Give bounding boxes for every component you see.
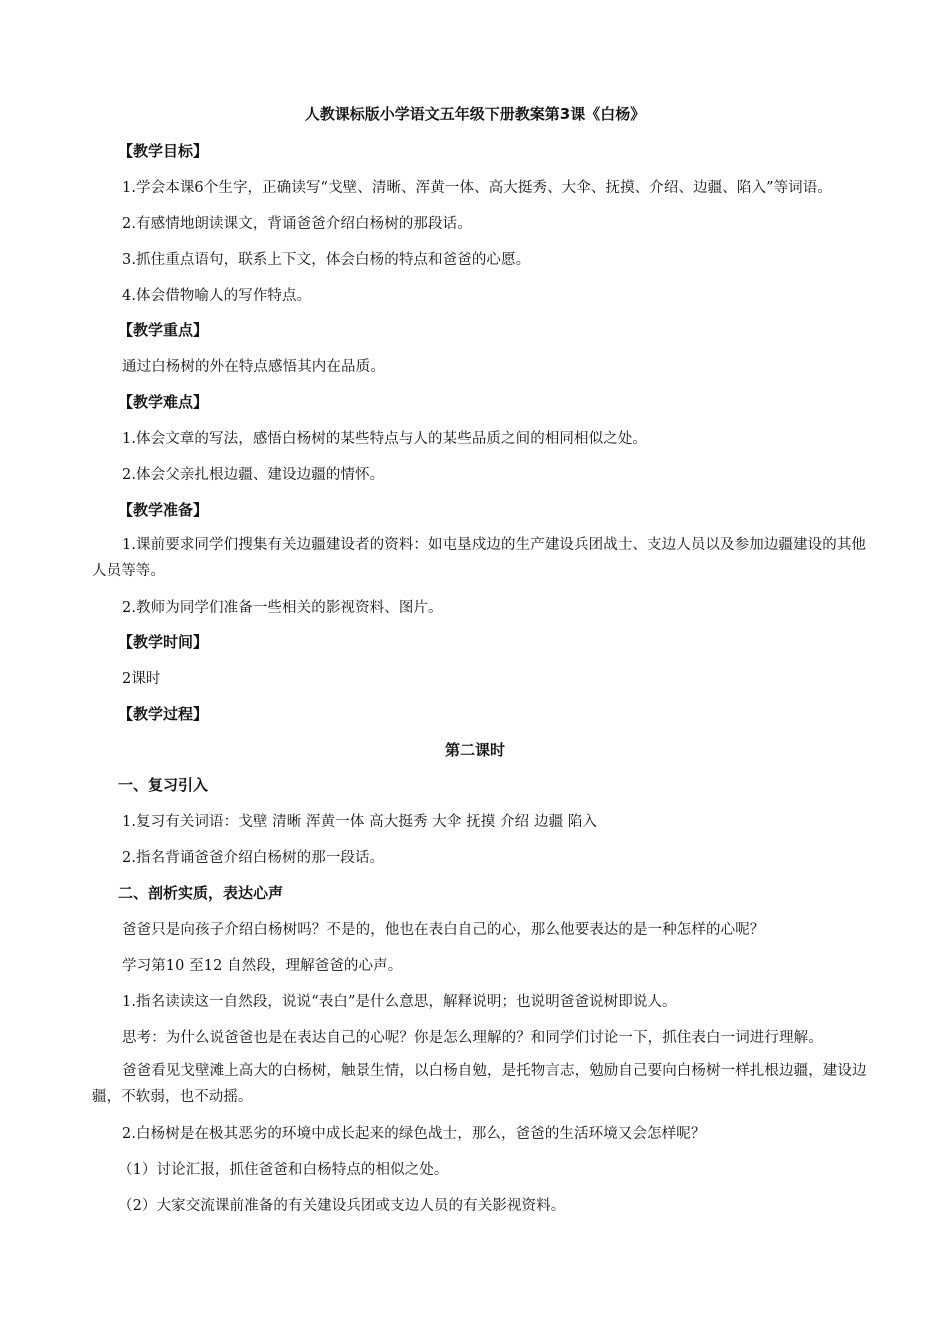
section2-paragraph-7: （1）讨论汇报，抓住爸爸和白杨特点的相似之处。 xyxy=(118,1162,449,1178)
section1-heading: 一、复习引入 xyxy=(118,776,209,794)
preparation-item-2: 2.教师为同学们准备一些相关的影视资料、图片。 xyxy=(122,600,443,616)
preparation-heading: 【教学准备】 xyxy=(118,501,209,519)
document-title: 人教课标版小学语文五年级下册教案第3课《白杨》 xyxy=(304,105,646,123)
objective-item-4: 4.体会借物喻人的写作特点。 xyxy=(122,288,312,304)
section2-paragraph-4: 思考：为什么说爸爸也是在表达自己的心呢？你是怎么理解的？和同学们讨论一下，抓住表白一词进行理解。 xyxy=(122,1030,823,1046)
section2-paragraph-3: 1.指名读读这一自然段，说说“表白”是什么意思，解释说明；也说明爸爸说树即说人。 xyxy=(122,994,677,1010)
preparation-item-1: 1.课前要求同学们搜集有关边疆建设者的资料：如屯垦戍边的生产建设兵团战士、支边人员以及参加边疆建设的其他人员等等。 xyxy=(92,537,867,579)
section2-paragraph-2: 学习第10 至12 自然段，理解爸爸的心声。 xyxy=(122,958,403,974)
key-points-heading: 【教学重点】 xyxy=(118,321,209,339)
section1-item-1: 1.复习有关词语：戈壁 清晰 浑黄一体 高大挺秀 大伞 抚摸 介绍 边疆 陷入 xyxy=(122,814,598,830)
difficulties-heading: 【教学难点】 xyxy=(118,393,209,411)
section1-item-2: 2.指名背诵爸爸介绍白杨树的那一段话。 xyxy=(122,850,385,866)
section2-paragraph-8: （2）大家交流课前准备的有关建设兵团或支边人员的有关影视资料。 xyxy=(118,1198,566,1214)
section2-paragraph-5: 爸爸看见戈壁滩上高大的白杨树，触景生情，以白杨自勉，是托物言志，勉励自己要向白杨树一样扎根边疆，建设边疆，不软弱，也不动摇。 xyxy=(92,1063,867,1105)
time-heading: 【教学时间】 xyxy=(118,633,209,651)
lesson-title: 第二课时 xyxy=(444,741,505,759)
section2-paragraph-1: 爸爸只是向孩子介绍白杨树吗？不是的，他也在表白自己的心，那么他要表达的是一种怎样的心呢？ xyxy=(122,922,765,938)
objective-item-3: 3.抓住重点语句，联系上下文，体会白杨的特点和爸爸的心愿。 xyxy=(122,252,531,268)
section2-paragraph-6: 2.白杨树是在极其恶劣的环境中成长起来的绿色战士，那么，爸爸的生活环境又会怎样呢？ xyxy=(122,1126,706,1142)
difficulty-item-1: 1.体会文章的写法，感悟白杨树的某些特点与人的某些品质之间的相同相似之处。 xyxy=(122,431,648,447)
process-heading: 【教学过程】 xyxy=(118,705,209,723)
objective-item-1: 1.学会本课6个生字，正确读写“戈壁、清晰、浑黄一体、高大挺秀、大伞、抚摸、介绍、边疆、陷入”等词语。 xyxy=(122,180,832,196)
section2-heading: 二、剖析实质，表达心声 xyxy=(118,884,284,902)
difficulty-item-2: 2.体会父亲扎根边疆、建设边疆的情怀。 xyxy=(122,467,385,483)
objective-item-2: 2.有感情地朗读课文，背诵爸爸介绍白杨树的那段话。 xyxy=(122,216,472,232)
key-points-text: 通过白杨树的外在特点感悟其内在品质。 xyxy=(122,359,385,375)
time-text: 2课时 xyxy=(122,671,161,687)
objectives-heading: 【教学目标】 xyxy=(118,142,209,160)
